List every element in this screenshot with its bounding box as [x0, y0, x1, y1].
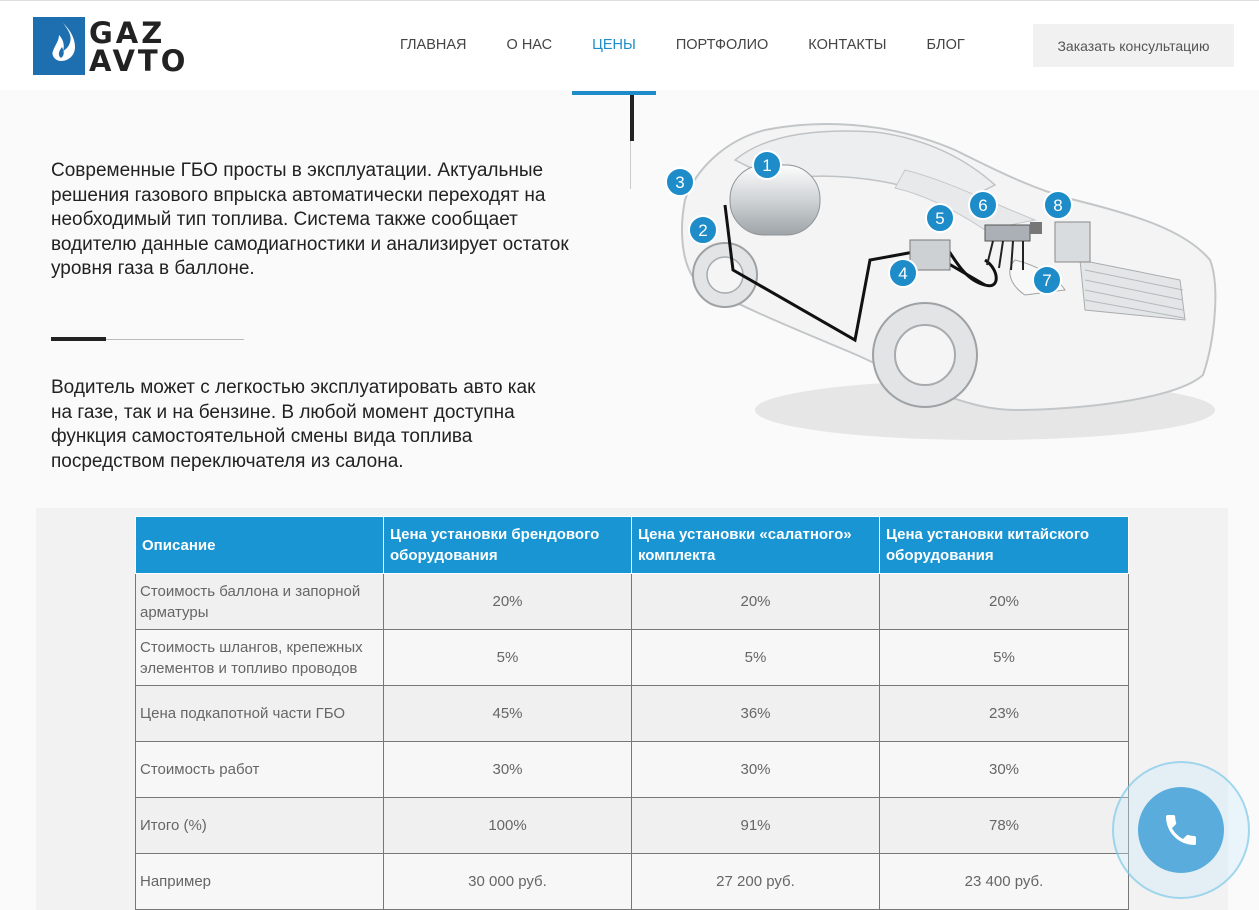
intro-paragraph: Современные ГБО просты в эксплуатации. Актуальные решения газового впрыска автоматически переходят на необходимый тип топлива. Система также сообщает водителю данные самодиагностики и анализирует остаток уровня газа в баллоне.	[51, 160, 569, 279]
marker-3: 3	[675, 173, 685, 192]
cell-value: 23%	[880, 686, 1129, 742]
header-salad-price: Цена установки «салатного» комплекта	[632, 517, 880, 574]
header-description: Описание	[136, 517, 384, 574]
table-row	[136, 686, 1129, 742]
order-consultation-button[interactable]: Заказать консультацию	[1033, 24, 1234, 67]
logo-text	[89, 16, 189, 78]
cell-value: 91%	[632, 798, 880, 854]
cell-value: 45%	[384, 686, 632, 742]
cell-value: 20%	[880, 574, 1129, 630]
cell-value: 30%	[880, 742, 1129, 798]
cell-value: 30%	[632, 742, 880, 798]
cell-description: Стоимость баллона и запорной арматуры	[136, 574, 384, 630]
cell-value: 20%	[384, 574, 632, 630]
header-china-price: Цена установки китайского оборудования	[880, 517, 1129, 574]
marker-6: 6	[978, 196, 988, 215]
cell-value: 78%	[880, 798, 1129, 854]
cell-value: 30%	[384, 742, 632, 798]
table-row	[136, 742, 1129, 798]
logo[interactable]	[33, 17, 203, 77]
cell-value: 27 200 руб.	[632, 854, 880, 910]
nav-item-portfolio[interactable]: ПОРТФОЛИО	[675, 37, 769, 53]
table-row	[136, 798, 1129, 854]
table-row	[136, 574, 1129, 630]
car-gbo-illustration	[655, 110, 1225, 455]
logo-flame-icon	[33, 17, 85, 75]
cell-value: 5%	[880, 630, 1129, 686]
cell-value: 100%	[384, 798, 632, 854]
marker-7: 7	[1042, 271, 1052, 290]
marker-1: 1	[762, 156, 772, 175]
cell-description: Стоимость шлангов, крепежных элементов и топливо проводов	[136, 630, 384, 686]
divider-vertical-light	[630, 141, 631, 189]
nav-item-home[interactable]: ГЛАВНАЯ	[400, 37, 467, 53]
logo-text-top: GAZ	[89, 16, 166, 50]
main-nav	[380, 1, 985, 90]
phone-callback-button[interactable]	[1138, 787, 1224, 873]
cell-description: Итого (%)	[136, 798, 384, 854]
marker-8: 8	[1053, 196, 1063, 215]
divider-horizontal-light	[106, 339, 244, 340]
car-drawing	[655, 110, 1225, 455]
header-brand-price: Цена установки брендового оборудования	[384, 517, 632, 574]
fuel-switch-paragraph: Водитель может с легкостью эксплуатировать авто как на газе, так и на бензине. В любой момент доступна функция самостоятельной смены вида топлива посредством переключателя из салона.	[51, 377, 536, 472]
table-row	[136, 630, 1129, 686]
cell-description: Например	[136, 854, 384, 910]
cell-value: 30 000 руб.	[384, 854, 632, 910]
nav-item-contacts[interactable]: КОНТАКТЫ	[808, 37, 887, 53]
logo-text-bottom: AVTO	[89, 44, 189, 78]
cell-value: 5%	[632, 630, 880, 686]
nav-item-about[interactable]: О НАС	[506, 37, 553, 53]
nav-item-blog[interactable]: БЛОГ	[926, 37, 965, 53]
site-header	[0, 0, 1259, 90]
nav-item-prices[interactable]: ЦЕНЫ	[572, 1, 656, 90]
phone-icon	[1161, 808, 1201, 852]
divider-horizontal-dark	[51, 337, 106, 341]
cell-value: 36%	[632, 686, 880, 742]
marker-4: 4	[898, 264, 908, 283]
cell-description: Цена подкапотной части ГБО	[136, 686, 384, 742]
table-header-row	[136, 517, 1129, 574]
divider-vertical-dark	[630, 95, 634, 141]
price-table	[135, 516, 1129, 910]
cell-value: 5%	[384, 630, 632, 686]
cell-description: Стоимость работ	[136, 742, 384, 798]
cell-value: 20%	[632, 574, 880, 630]
cell-value: 23 400 руб.	[880, 854, 1129, 910]
table-row	[136, 854, 1129, 910]
marker-5: 5	[935, 209, 945, 228]
marker-2: 2	[698, 221, 708, 240]
